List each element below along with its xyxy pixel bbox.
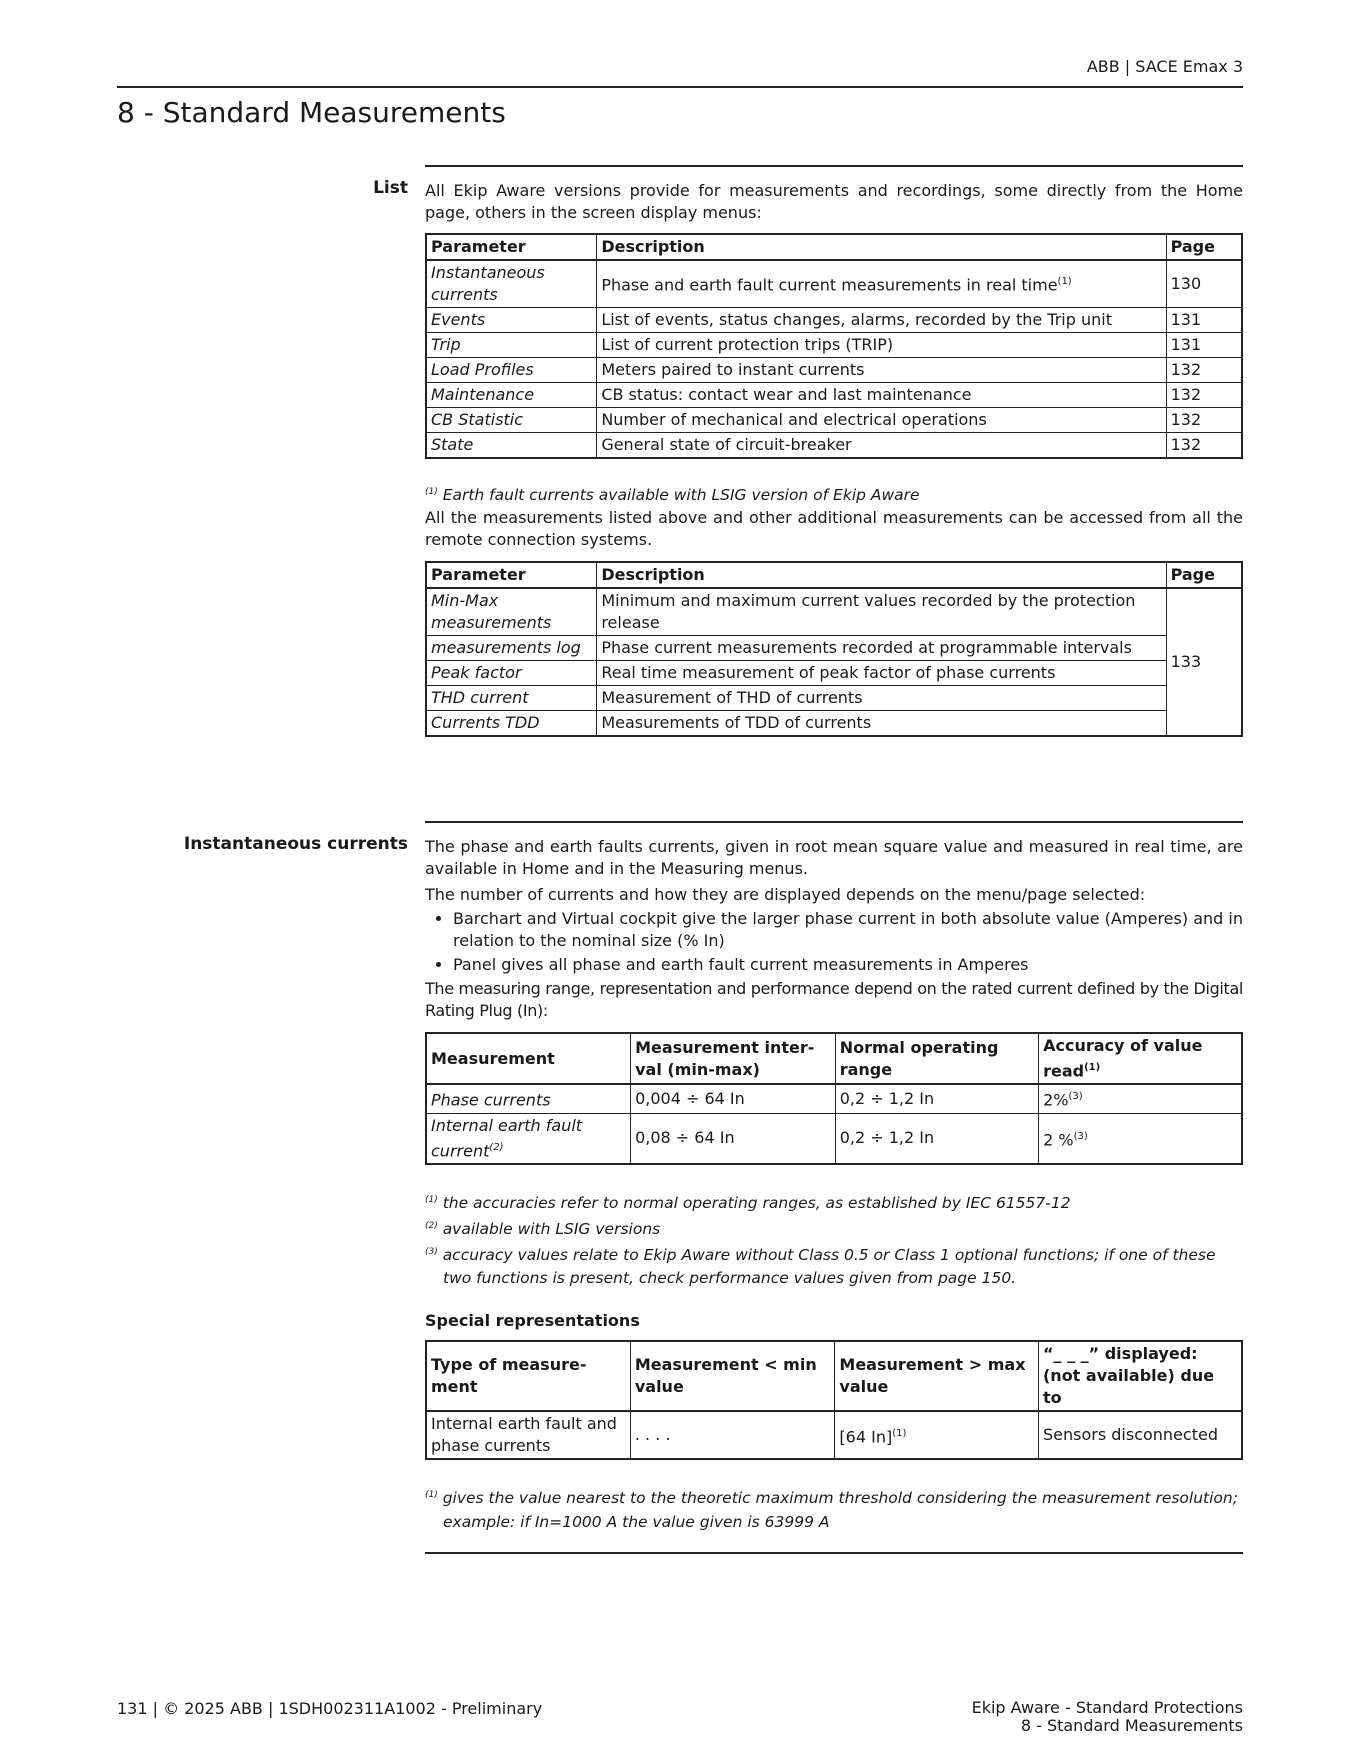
table-header: “_ _ _” displayed: (not available) due to [1038,1341,1242,1411]
desc-cell: Measurements of TDD of currents [597,711,1166,737]
page-cell: 133 [1166,588,1242,736]
brand-header: ABB | SACE Emax 3 [1086,57,1243,76]
meas-cell [426,1113,631,1164]
page-cell: 132 [1166,408,1242,433]
param-cell: Events [426,308,597,333]
page-cell: 132 [1166,433,1242,459]
page-cell: 131 [1166,308,1242,333]
param-cell: Trip [426,333,597,358]
table-header [1039,1033,1242,1084]
table-row [426,308,1242,333]
accuracy-cell [1039,1113,1242,1164]
list-item: • Barchart and Virtual cockpit give the larger phase current in both absolute value (Amperes) and in relation to the nominal size (% In) [453,908,1243,952]
footnote-text: Earth fault currents available with LSIG version of Ekip Aware [442,486,920,505]
interval-cell: 0,08 ÷ 64 In [631,1113,836,1164]
accuracy-cell [1039,1084,1242,1113]
meas-cell [426,1084,631,1113]
footnote-ref: (1) [1057,276,1072,288]
accuracy-text: 2 % [1043,1129,1074,1149]
page-cell: 130 [1166,260,1242,308]
parameters-table [425,233,1243,459]
table-header: Page [1166,562,1242,588]
list-intro: All Ekip Aware versions provide for measurements and recordings, some directly from the Home page, others in the screen display menus: [425,181,1243,222]
range-cell: 0,2 ÷ 1,2 In [835,1113,1038,1164]
desc-cell [597,260,1166,308]
meas-text: Phase currents [431,1090,551,1110]
table-header: Parameter [426,234,597,260]
table-header: Measurement [426,1033,631,1084]
footer-chapter-title: 8 - Standard Measurements [1020,1716,1243,1735]
param-cell: Maintenance [426,383,597,408]
table-row [426,1411,1242,1459]
footer-chapter-info [972,1699,1243,1735]
footnote-ref: (3) [1073,1130,1088,1142]
param-cell: Load Profiles [426,358,597,383]
param-cell: State [426,433,597,459]
desc-text: Phase and earth fault current measurements in real time [601,275,1058,295]
desc-cell: List of current protection trips (TRIP) [597,333,1166,358]
param-cell: Peak factor [426,661,597,686]
table-header: Normal operating range [835,1033,1038,1084]
desc-cell: Measurement of THD of currents [597,686,1166,711]
table-row [426,686,1242,711]
additional-measurements-table [425,561,1243,737]
table-header: Measurement < min value [630,1341,835,1411]
range-cell: 0,2 ÷ 1,2 In [835,1084,1038,1113]
header-text: Accuracy of value read [1043,1036,1203,1081]
display-list [425,908,1243,976]
interval-cell: 0,004 ÷ 64 In [631,1084,836,1113]
footer-doc-title: Ekip Aware - Standard Protections [971,1698,1243,1717]
table-row [426,661,1242,686]
footnote-ref: (3) [1068,1091,1083,1103]
not-available-cell: Sensors disconnected [1038,1411,1242,1459]
param-cell: measurements log [426,636,597,661]
desc-cell: Number of mechanical and electrical operations [597,408,1166,433]
above-max-text: [64 In] [839,1427,893,1447]
table-row [426,433,1242,459]
measurement-range-table [425,1032,1243,1165]
section-end-rule [425,1552,1243,1554]
footnote-ref: (1) [425,1194,438,1205]
section-rule [425,165,1243,167]
desc-cell: CB status: contact wear and last maintenance [597,383,1166,408]
footnote-ref: (2) [489,1141,504,1153]
page-cell: 132 [1166,358,1242,383]
table-row [426,333,1242,358]
accuracy-text: 2% [1043,1090,1069,1110]
footer-page-info: 131 | © 2025 ABB | 1SDH002311A1002 - Preliminary [117,1699,543,1718]
footnote-ref: (1) [425,487,438,497]
inst-paragraph-1: The phase and earth faults currents, given in root mean square value and measured in real time, are available in Home and in the Measuring menus. [425,837,1243,878]
param-cell: CB Statistic [426,408,597,433]
instantaneous-section [425,821,1243,1554]
table-row [426,408,1242,433]
section-label-list: List [373,178,408,198]
footnote-ref: (1) [1084,1062,1101,1073]
page-cell: 131 [1166,333,1242,358]
below-min-cell: . . . . [630,1411,835,1459]
section-rule [425,821,1243,823]
type-cell: Internal earth fault and phase currents [426,1411,630,1459]
table-row [426,1084,1242,1113]
table-row [426,636,1242,661]
remote-paragraph: All the measurements listed above and other additional measurements can be accessed from all the remote connection systems. [425,508,1243,550]
table-row [426,711,1242,737]
table-row [426,358,1242,383]
desc-cell: Minimum and maximum current values recorded by the protection release [597,588,1166,636]
table-header: Description [597,562,1166,588]
param-cell: Instantaneous currents [426,260,597,308]
footnote [425,1189,1243,1215]
desc-cell: General state of circuit-breaker [597,433,1166,459]
param-cell: Currents TDD [426,711,597,737]
inst-paragraph-2: The number of currents and how they are displayed depends on the menu/page selected: [425,885,1146,904]
footnote-text: the accuracies refer to normal operating ranges, as established by IEC 61557-12 [442,1194,1071,1213]
table-header: Measurement > max value [835,1341,1039,1411]
footnote [425,1241,1243,1290]
special-representations-heading: Special representations [425,1311,640,1331]
footnote-text: accuracy values relate to Ekip Aware without Class 0.5 or Class 1 optional functions; if one of these two functions is present, check performance values given from page 150. [442,1246,1216,1288]
footnote-ref: (2) [425,1221,438,1232]
table-header: Description [597,234,1166,260]
param-cell: THD current [426,686,597,711]
table-header: Measurement inter-val (min-max) [631,1033,836,1084]
footnote [425,1215,1243,1241]
table-row [426,260,1242,308]
table-row [426,1113,1242,1164]
page-title: 8 - Standard Measurements [117,96,506,129]
desc-cell: Phase current measurements recorded at programmable intervals [597,636,1166,661]
param-cell: Min-Max measurements [426,588,597,636]
footnote-text: gives the value nearest to the theoretic maximum threshold considering the measurement resolution; example: if In=1000 A the value given is 63999 A [442,1489,1238,1531]
desc-cell: Real time measurement of peak factor of phase currents [597,661,1166,686]
table-row [426,588,1242,636]
footnote-ref: (1) [892,1427,907,1439]
desc-cell: List of events, status changes, alarms, recorded by the Trip unit [597,308,1166,333]
inst-paragraph-3: The measuring range, representation and performance depend on the rated current defined by the Digital Rating Plug (In): [425,979,1243,1020]
table-row [426,383,1242,408]
list-item: • Panel gives all phase and earth fault current measurements in Amperes [453,954,1243,976]
header-rule [117,86,1243,88]
section-label-instantaneous: Instantaneous currents [183,834,408,854]
footnote-ref: (3) [425,1247,438,1258]
table-header: Page [1166,234,1242,260]
special-representations-table [425,1340,1243,1460]
page-cell: 132 [1166,383,1242,408]
table-header: Parameter [426,562,597,588]
desc-cell: Meters paired to instant currents [597,358,1166,383]
table-header: Type of measure-ment [426,1341,630,1411]
footnote-ref: (1) [425,1490,438,1501]
footnote [425,481,1243,507]
above-max-cell [835,1411,1039,1459]
list-section [425,165,1243,737]
measurement-notes [425,1189,1243,1290]
footnote [425,1484,1243,1533]
meas-text: Internal earth fault current [431,1115,583,1160]
footnote-text: available with LSIG versions [442,1220,661,1239]
